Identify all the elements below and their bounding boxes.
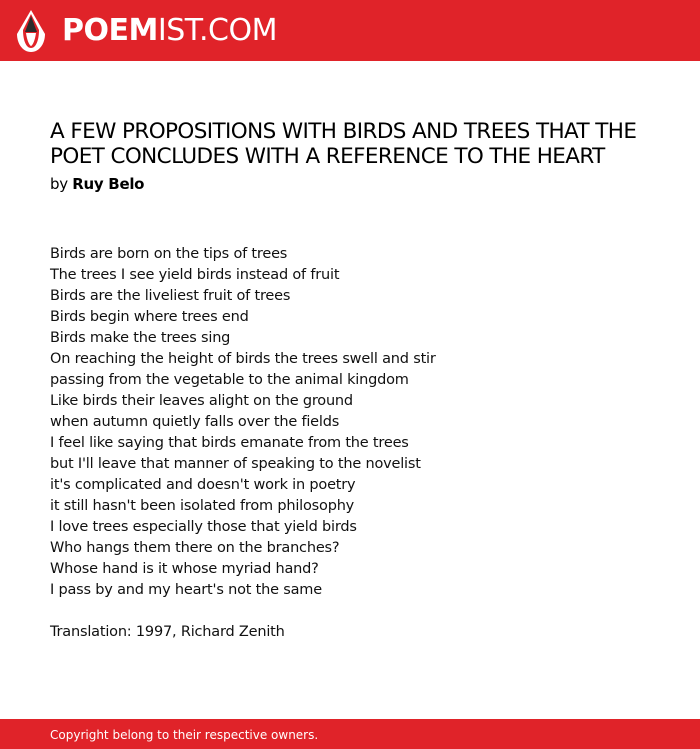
brand-bold-text: POEM: [62, 13, 158, 48]
poem-line: Birds are born on the tips of trees: [50, 246, 288, 262]
poem-line: Birds are the liveliest fruit of trees: [50, 288, 291, 304]
translation-credit: Translation: 1997, Richard Zenith: [50, 624, 285, 640]
poem-title: A FEW PROPOSITIONS WITH BIRDS AND TREES THAT THE POET CONCLUDES WITH A REFERENCE TO THE HEART: [50, 119, 637, 169]
poem-line: I pass by and my heart's not the same: [50, 582, 322, 598]
poem-line: when autumn quietly falls over the fields: [50, 414, 340, 430]
site-logo-text[interactable]: [62, 11, 277, 51]
poem-line: passing from the vegetable to the animal kingdom: [50, 372, 409, 388]
pencil-tip-icon: [17, 10, 45, 52]
byline-prefix: by: [50, 175, 68, 193]
author-name[interactable]: Ruy Belo: [72, 175, 145, 193]
poem-line: Birds begin where trees end: [50, 309, 249, 325]
byline: [50, 174, 144, 194]
poem-line: I love trees especially those that yield birds: [50, 519, 357, 535]
poem-line: The trees I see yield birds instead of fruit: [50, 267, 340, 283]
poem-line: On reaching the height of birds the trees swell and stir: [50, 351, 436, 367]
poem-line: Whose hand is it whose myriad hand?: [50, 561, 319, 577]
poem-line: it's complicated and doesn't work in poetry: [50, 477, 356, 493]
header-bar: [0, 0, 700, 61]
poem-line: it still hasn't been isolated from philosophy: [50, 498, 355, 514]
poem-line: Birds make the trees sing: [50, 330, 231, 346]
poem-line: Like birds their leaves alight on the ground: [50, 393, 353, 409]
footer-bar: [0, 719, 700, 749]
poem-body: [50, 244, 436, 601]
copyright-text: Copyright belong to their respective owners.: [50, 728, 319, 742]
poem-line: I feel like saying that birds emanate from the trees: [50, 435, 409, 451]
poem-line: but I'll leave that manner of speaking to the novelist: [50, 456, 421, 472]
poem-line: Who hangs them there on the branches?: [50, 540, 340, 556]
brand-light-text: IST.COM: [157, 13, 277, 48]
